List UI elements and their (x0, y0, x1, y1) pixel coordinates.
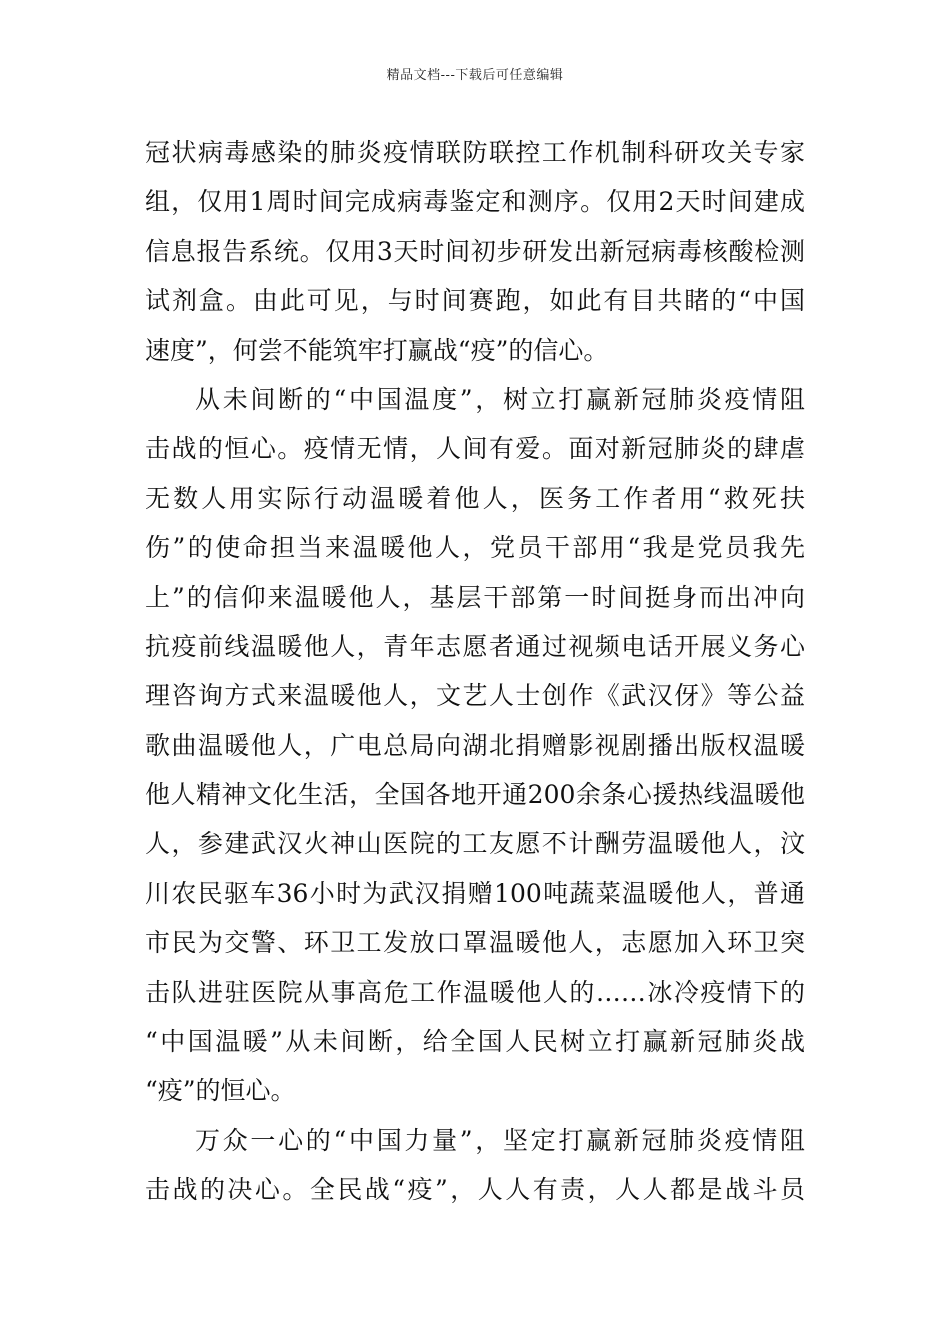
document-body (145, 128, 805, 1215)
text-line: 万众一心的“中国力量”，坚定打赢新冠肺炎疫情阻 (195, 1125, 805, 1155)
text-line: 无数人用实际行动温暖着他人，医务工作者用“救死扶 (145, 483, 805, 513)
text-line: 抗疫前线温暖他人，青年志愿者通过视频电话开展义务心 (145, 631, 805, 661)
text-line: 组，仅用1周时间完成病毒鉴定和测序。仅用2天时间建成 (145, 187, 805, 217)
text-line: 击战的决心。全民战“疫”，人人有责，人人都是战斗员 (145, 1175, 805, 1205)
text-line: 他人精神文化生活，全国各地开通200余条心援热线温暖他 (145, 780, 805, 810)
text-line: 击战的恒心。疫情无情，人间有爱。面对新冠肺炎的肆虐 (145, 434, 805, 464)
text-line: 歌曲温暖他人，广电总局向湖北捐赠影视剧播出版权温暖 (145, 730, 805, 760)
text-line: 伤”的使命担当来温暖他人，党员干部用“我是党员我先 (145, 533, 805, 563)
text-line: 试剂盒。由此可见，与时间赛跑，如此有目共睹的“中国 (145, 286, 805, 316)
text-line: 人，参建武汉火神山医院的工友愿不计酬劳温暖他人，汶 (145, 829, 805, 859)
text-line: 信息报告系统。仅用3天时间初步研发出新冠病毒核酸检测 (145, 236, 805, 266)
text-line: 川农民驱车36小时为武汉捐赠100吨蔬菜温暖他人，普通 (145, 878, 805, 908)
text-line: 击队进驻医院从事高危工作温暖他人的……冰冷疫情下的 (145, 977, 805, 1007)
text-line: 速度”，何尝不能筑牢打赢战“疫”的信心。 (145, 335, 609, 365)
text-line: “中国温暖”从未间断，给全国人民树立打赢新冠肺炎战 (145, 1027, 805, 1057)
text-line: 市民为交警、环卫工发放口罩温暖他人，志愿加入环卫突 (145, 928, 805, 958)
page-header: 精品文档---下载后可任意编辑 (386, 68, 564, 83)
text-line: 冠状病毒感染的肺炎疫情联防联控工作机制科研攻关专家 (145, 138, 805, 167)
text-line: 从未间断的“中国温度”，树立打赢新冠肺炎疫情阻 (195, 384, 805, 414)
text-line: 上”的信仰来温暖他人，基层干部第一时间挺身而出冲向 (145, 582, 805, 612)
text-line: 理咨询方式来温暖他人，文艺人士创作《武汉伢》等公益 (145, 681, 805, 711)
text-line: “疫”的恒心。 (145, 1076, 296, 1106)
